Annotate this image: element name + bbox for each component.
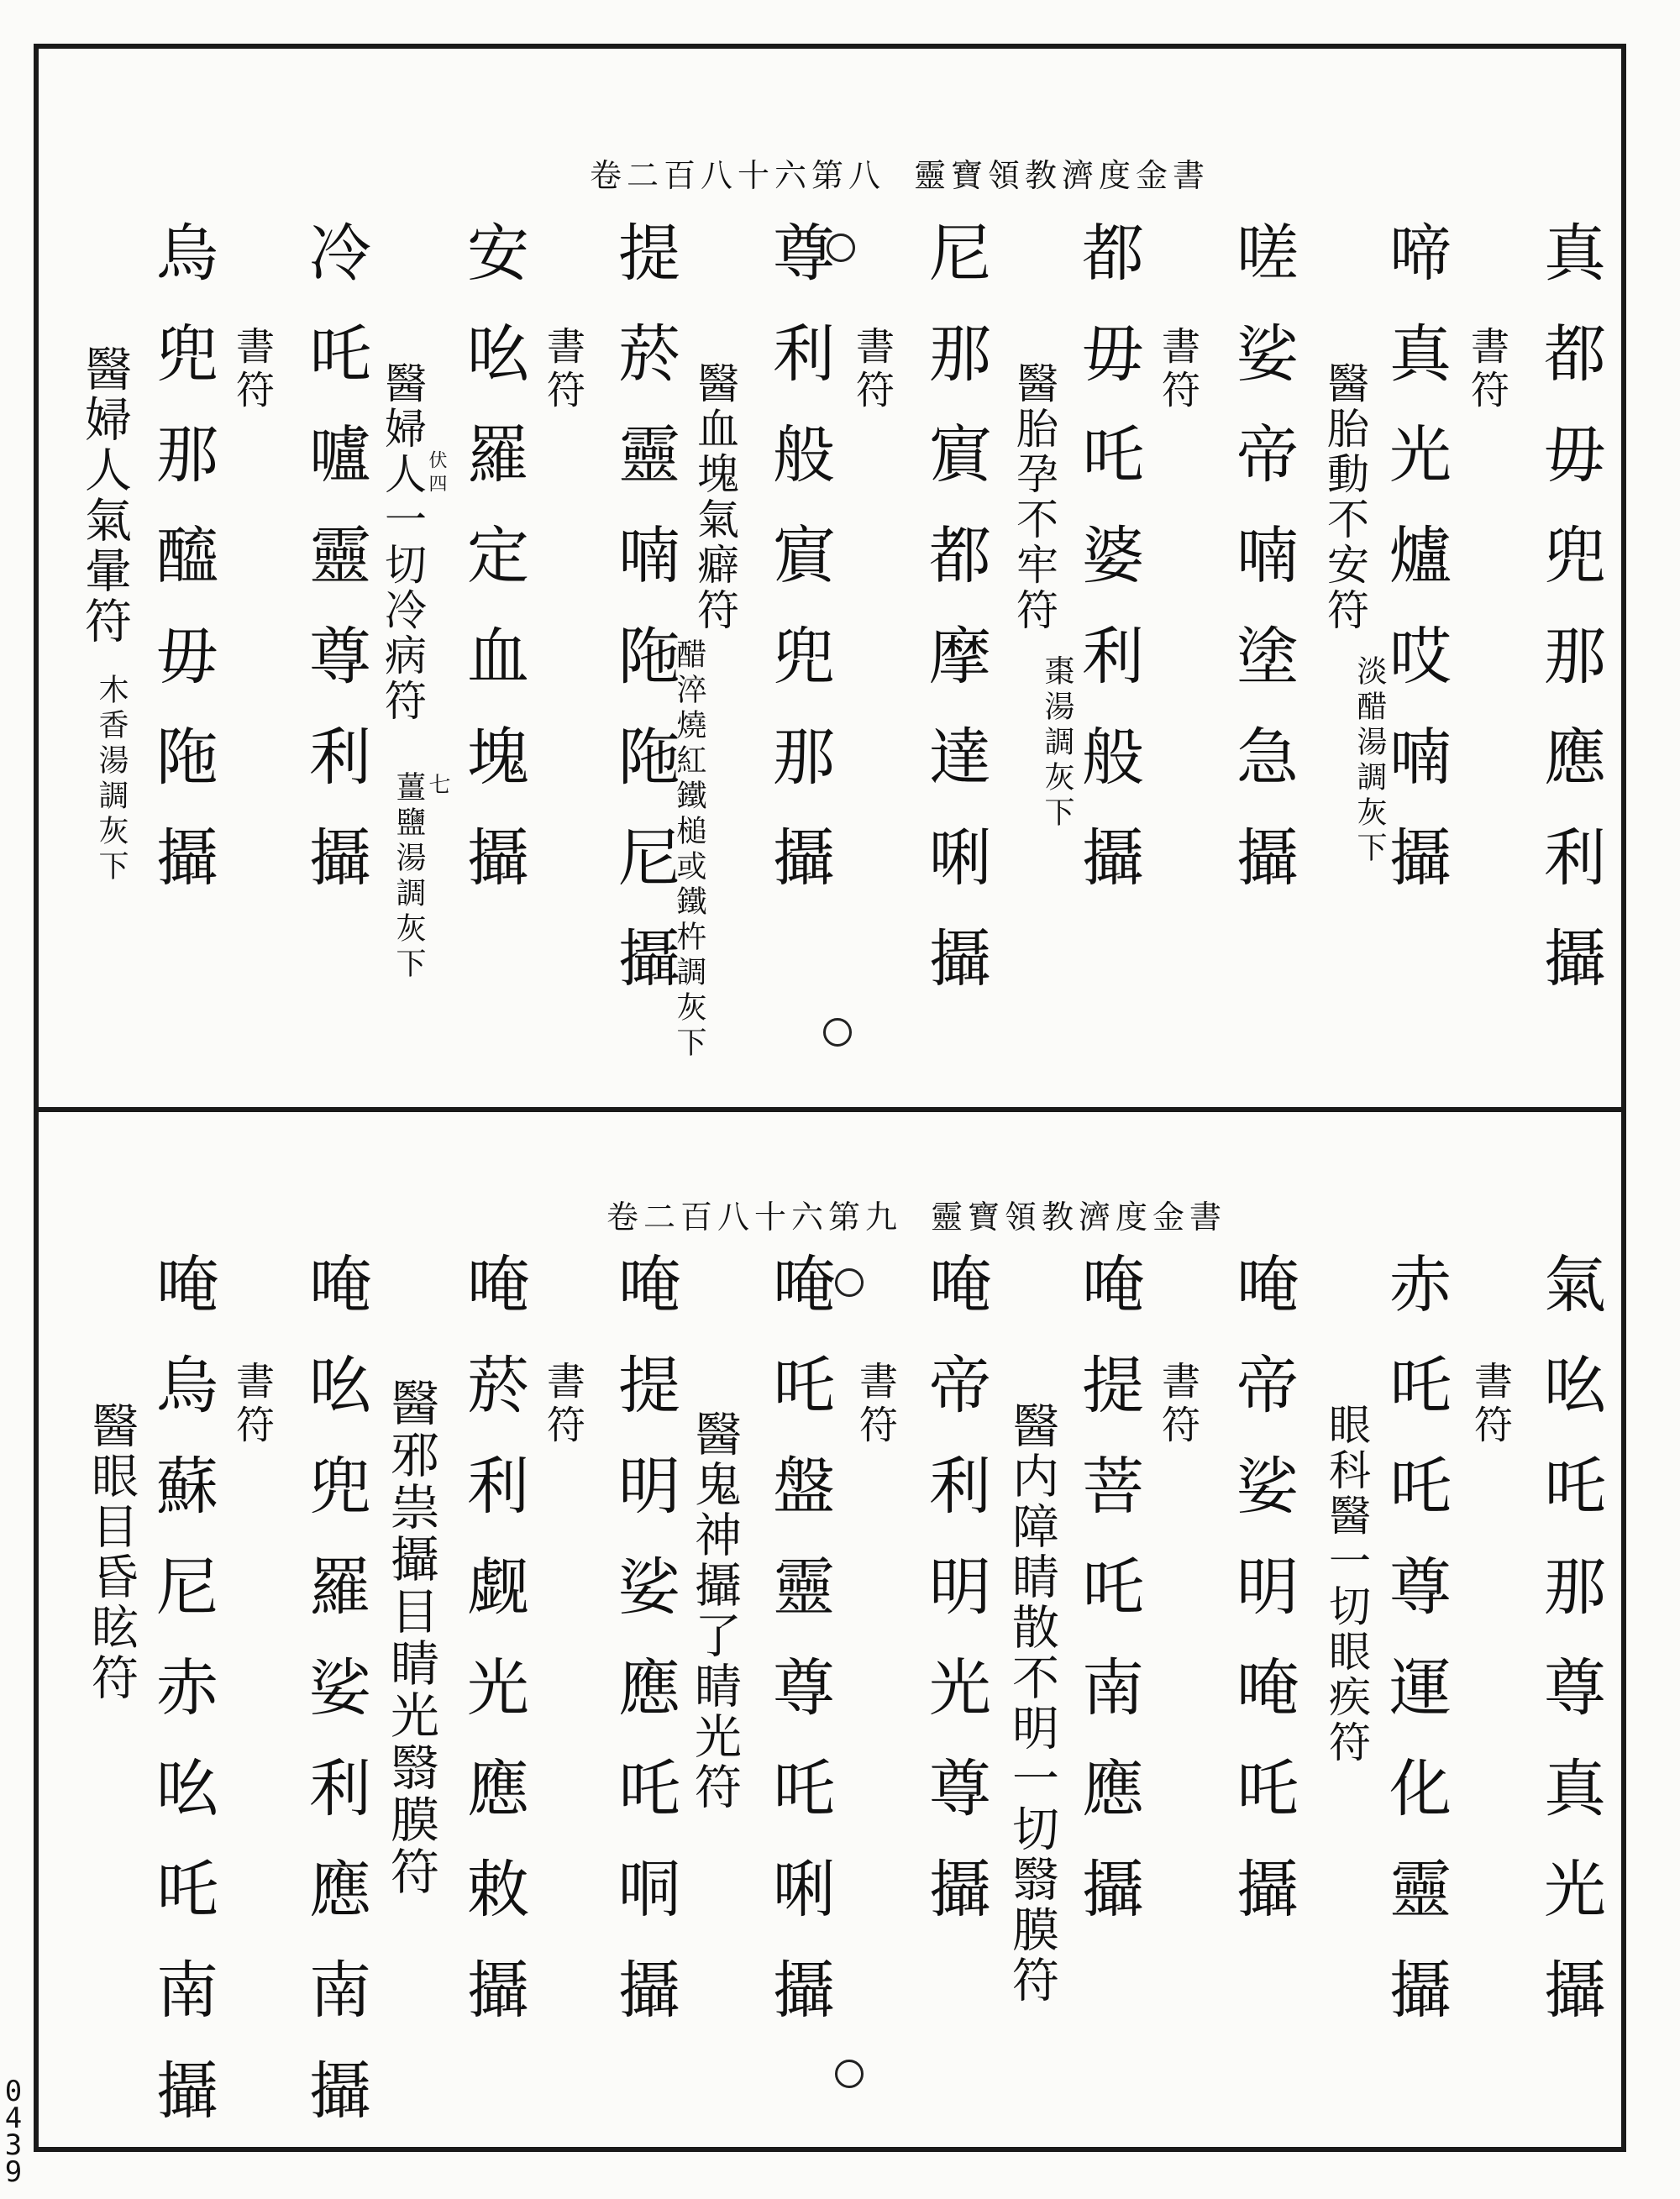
talisman-title: 醫婦人一切冷病符 [378,361,427,724]
verse-column: 唵吒盤靈尊吒唎攝 [763,1252,835,2058]
talisman-label: 書符 [230,326,276,413]
verse-column: 提菸靈喃陁陁尼攝 [608,220,680,1026]
verse-column: 唵帝利明光尊攝 [919,1252,991,1957]
talisman-label: 書符 [1156,326,1201,413]
verse-column: 氣吆吒那尊真光攝 [1534,1252,1606,2058]
verse-column: 唵提明娑應吒哃攝 [608,1252,680,2058]
talisman-label: 書符 [230,1361,276,1448]
verse-column: 唵吆兜羅娑利應南攝 [299,1252,371,2159]
verse-column: 唵帝娑明唵吒攝 [1226,1252,1299,1957]
page-divider [34,1107,1626,1112]
talisman-title: 醫婦人氣暈符 [77,344,132,647]
top-header-volume: 卷二百八十六第八 [589,157,885,194]
talisman-title: 醫邪祟攝目睛光翳膜符 [382,1378,439,1898]
verse-column: 烏兜那醯毋陁攝 [146,220,218,926]
talisman-label: 書符 [1465,326,1510,413]
top-header [561,150,1210,196]
verse-column: 唵烏蘇尼赤吆吒南攝 [146,1252,218,2159]
talisman-title: 眼科醫一切眼疾符 [1322,1403,1371,1766]
talisman-tiny-mark: 伏四 [426,450,447,497]
talisman-instruction: 棗湯調灰下 [1040,655,1074,832]
circle-mark [835,2060,864,2088]
talisman-instruction: 薑鹽湯調灰下 [391,771,426,983]
talisman-title: 醫血塊氣癖符 [690,361,739,633]
talisman-label: 書符 [1156,1361,1201,1448]
talisman-instruction: 醋淬燒紅鐵槌或鐵杵調灰下 [672,638,706,1062]
talisman-label: 書符 [850,326,895,413]
verse-column: 安吆羅定血塊攝 [457,220,529,926]
margin-page-number: 0 4 3 9 [4,2075,23,2189]
talisman-title: 醫眼目昏眩符 [84,1401,139,1703]
talisman-instruction: 木香湯調灰下 [94,674,129,885]
talisman-label: 書符 [541,326,586,413]
circle-mark [823,1018,852,1047]
verse-column: 尼那賔都摩達唎攝 [919,220,991,1026]
circle-mark [835,1268,864,1297]
verse-column: 唵提菩吒南應攝 [1072,1252,1144,1957]
verse-column: 真都毋兜那應利攝 [1534,220,1606,1026]
bottom-header-title: 靈寶領教濟度金書 [930,1199,1226,1236]
talisman-title: 醫鬼神攝了睛光符 [687,1409,742,1813]
bottom-header [578,1191,1226,1237]
talisman-title: 醫内障睛散不明一切翳膜符 [1005,1401,1059,2006]
talisman-title: 醫胎孕不牢符 [1010,361,1058,633]
talisman-label: 書符 [853,1361,899,1448]
verse-column: 啼真光爐哎喃攝 [1379,220,1452,926]
talisman-mark: 七 [425,773,450,800]
talisman-label: 書符 [541,1361,586,1448]
talisman-title: 醫胎動不安符 [1320,361,1369,633]
verse-column: 赤吒吒尊運化靈攝 [1379,1252,1452,2058]
verse-column: 冷吒嚧靈尊利攝 [299,220,371,926]
verse-column: 尊利般賔兜那攝 [763,220,835,926]
talisman-label: 書符 [1468,1361,1514,1448]
talisman-instruction: 淡醋湯調灰下 [1352,655,1387,867]
verse-column: 嗟娑帝喃塗急攝 [1226,220,1299,926]
verse-column: 唵菸利觑光應敕攝 [457,1252,529,2058]
top-header-title: 靈寶領教濟度金書 [913,157,1210,194]
bottom-header-volume: 卷二百八十六第九 [606,1199,902,1236]
verse-column: 都毋吒婆利般攝 [1072,220,1144,926]
